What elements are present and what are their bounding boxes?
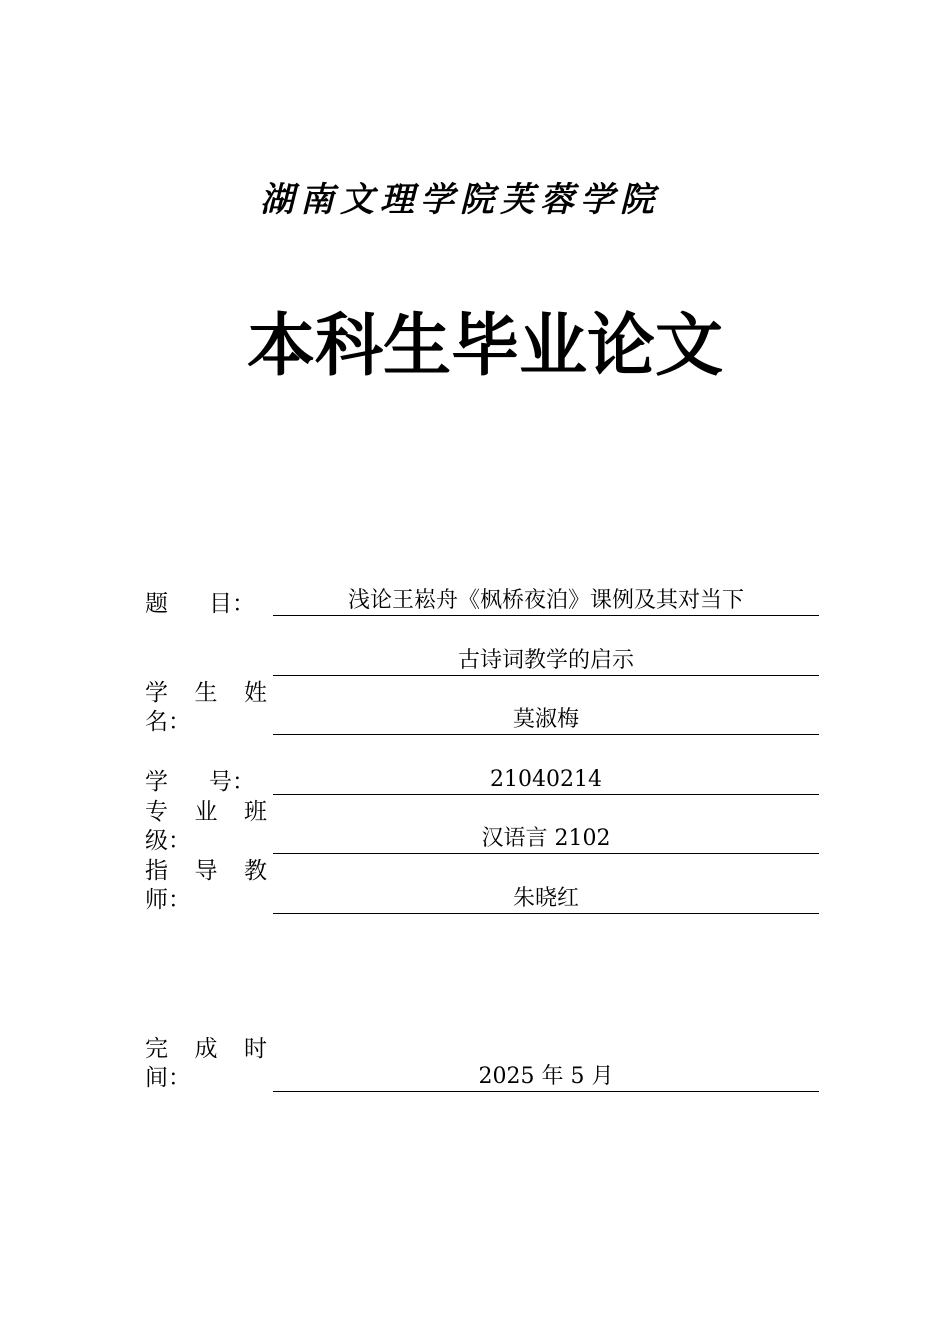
completion-label-char-2: 成 [194, 1036, 218, 1062]
topic-label-char-2: 目： [209, 591, 255, 617]
student-id-label [145, 768, 255, 797]
completion-label-char-1: 完 [145, 1036, 168, 1062]
topic-value-line-1: 浅论王崧舟《枫桥夜泊》课例及其对当下 [273, 587, 819, 616]
student-name-label [145, 679, 267, 737]
topic-label [145, 590, 255, 619]
major-label-char-2: 业 [194, 799, 218, 825]
advisor-label-char-4: 师： [145, 887, 191, 913]
advisor-label-char-3: 教 [244, 858, 267, 884]
school-name: 湖南文理学院芙蓉学院 [260, 180, 660, 220]
advisor-label-char-2: 导 [194, 858, 218, 884]
document-title: 本科生毕业论文 [246, 307, 723, 386]
completion-time-label [145, 1035, 267, 1093]
advisor-label-char-1: 指 [145, 858, 168, 884]
completion-time-value: 2025 年 5 月 [273, 1063, 819, 1092]
major-class-value: 汉语言 2102 [273, 825, 819, 854]
completion-label-char-4: 间： [145, 1065, 191, 1091]
student-id-label-char-2: 号： [209, 769, 255, 795]
student-id-label-char-1: 学 [145, 769, 168, 795]
student-label-char-4: 名： [145, 709, 191, 735]
advisor-value: 朱晓红 [273, 885, 819, 914]
student-id-value: 21040214 [273, 766, 819, 795]
student-label-char-1: 学 [145, 680, 168, 706]
student-name-value: 莫淑梅 [273, 706, 819, 735]
student-label-char-2: 生 [194, 680, 218, 706]
advisor-label [145, 857, 267, 915]
major-label-char-4: 级： [145, 828, 191, 854]
major-label-char-1: 专 [145, 799, 168, 825]
student-label-char-3: 姓 [244, 680, 267, 706]
completion-label-char-3: 时 [244, 1036, 267, 1062]
major-class-label [145, 798, 267, 856]
topic-value-line-2: 古诗词教学的启示 [273, 647, 819, 676]
major-label-char-3: 班 [244, 799, 267, 825]
topic-label-char-1: 题 [145, 591, 168, 617]
